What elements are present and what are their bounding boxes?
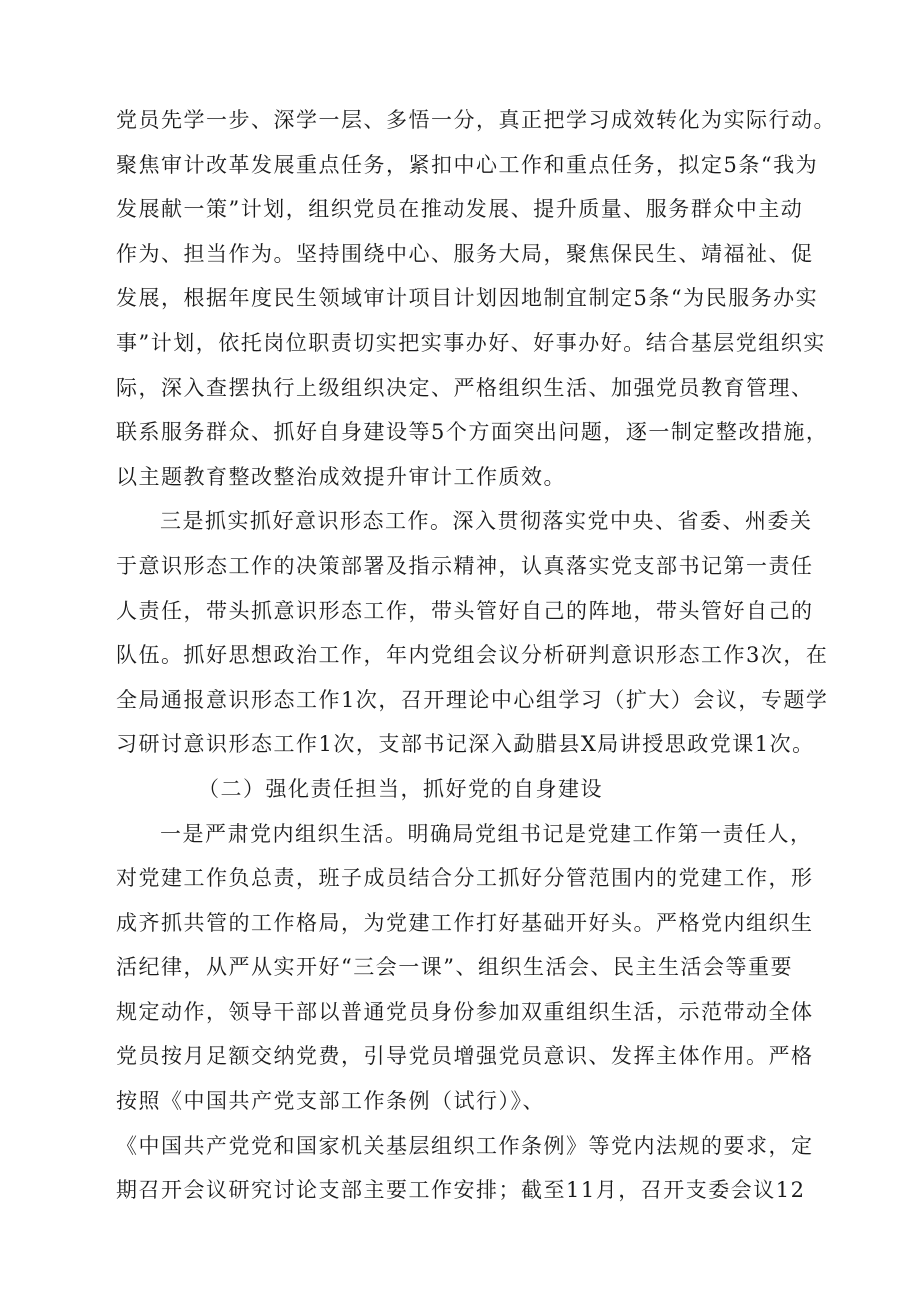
paragraph-line: 聚焦审计改革发展重点任务，紧扣中心工作和重点任务，拟定5条“我为 (116, 152, 819, 177)
paragraph-line: 成齐抓共管的工作格局，为党建工作打好基础开好头。严格党内组织生 (116, 910, 814, 935)
paragraph-line: 按照《中国共产党支部工作条例（试行）》、 (116, 1089, 545, 1114)
paragraph-line: 习研讨意识形态工作1次，支部书记深入勐腊县X局讲授思政党课1次。 (116, 732, 815, 757)
paragraph-line: 以主题教育整改整治成效提升审计工作质效。 (116, 464, 566, 489)
paragraph-line: 活纪律，从严从实开好“三会一课”、组织生活会、民主生活会等重要 (116, 955, 793, 980)
paragraph-line: 人责任，带头抓意识形态工作，带头管好自己的阵地，带头管好自己的 (116, 598, 814, 623)
paragraph-line: 《中国共产党党和国家机关基层组织工作条例》等党内法规的要求，定 (116, 1133, 814, 1158)
paragraph-line: 发展，根据年度民生领域审计项目计划因地制宜制定5条“为民服务办实 (116, 286, 819, 311)
paragraph-line: 队伍。抓好思想政治工作，年内党组会议分析研判意识形态工作3次，在 (116, 643, 829, 668)
paragraph-line: 规定动作，领导干部以普通党员身份参加双重组织生活，示范带动全体 (116, 999, 814, 1024)
paragraph-line: 作为、担当作为。坚持围绕中心、服务大局，聚焦保民生、靖福祉、促 (116, 241, 814, 266)
paragraph-line: 对党建工作负总责，班子成员结合分工抓好分管范围内的党建工作，形 (116, 866, 814, 891)
paragraph-line: 发展献一策”计划，组织党员在推动发展、提升质量、服务群众中主动 (116, 197, 804, 222)
paragraph-line: 事”计划，依托岗位职责切实把实事办好、好事办好。结合基层党组织实 (116, 330, 826, 355)
section-heading: （二）强化责任担当，抓好党的自身建设 (198, 776, 603, 801)
paragraph-line: 党员先学一步、深学一层、多悟一分，真正把学习成效转化为实际行动。 (116, 108, 836, 132)
paragraph-line: 党员按月足额交纳党费，引导党员增强党员意识、发挥主体作用。严格 (116, 1044, 814, 1069)
paragraph-line: 联系服务群众、抓好自身建设等5个方面突出问题，逐一制定整改措施， (116, 420, 829, 445)
document-body (116, 98, 836, 1213)
paragraph-line: 全局通报意识形态工作1次，召开理论中心组学习（扩大）会议，专题学 (116, 687, 829, 712)
paragraph-line: 期召开会议研究讨论支部主要工作安排；截至11月，召开支委会议12 (116, 1178, 806, 1203)
paragraph-line: 于意识形态工作的决策部署及指示精神，认真落实党支部书记第一责任 (116, 553, 814, 578)
paragraph-line: 际，深入查摆执行上级组织决定、严格组织生活、加强党员教育管理、 (116, 375, 814, 400)
paragraph-start-line: 一是严肃党内组织生活。明确局党组书记是党建工作第一责任人， (160, 821, 813, 846)
paragraph-start-line: 三是抓实抓好意识形态工作。深入贯彻落实党中央、省委、州委关 (160, 509, 813, 534)
